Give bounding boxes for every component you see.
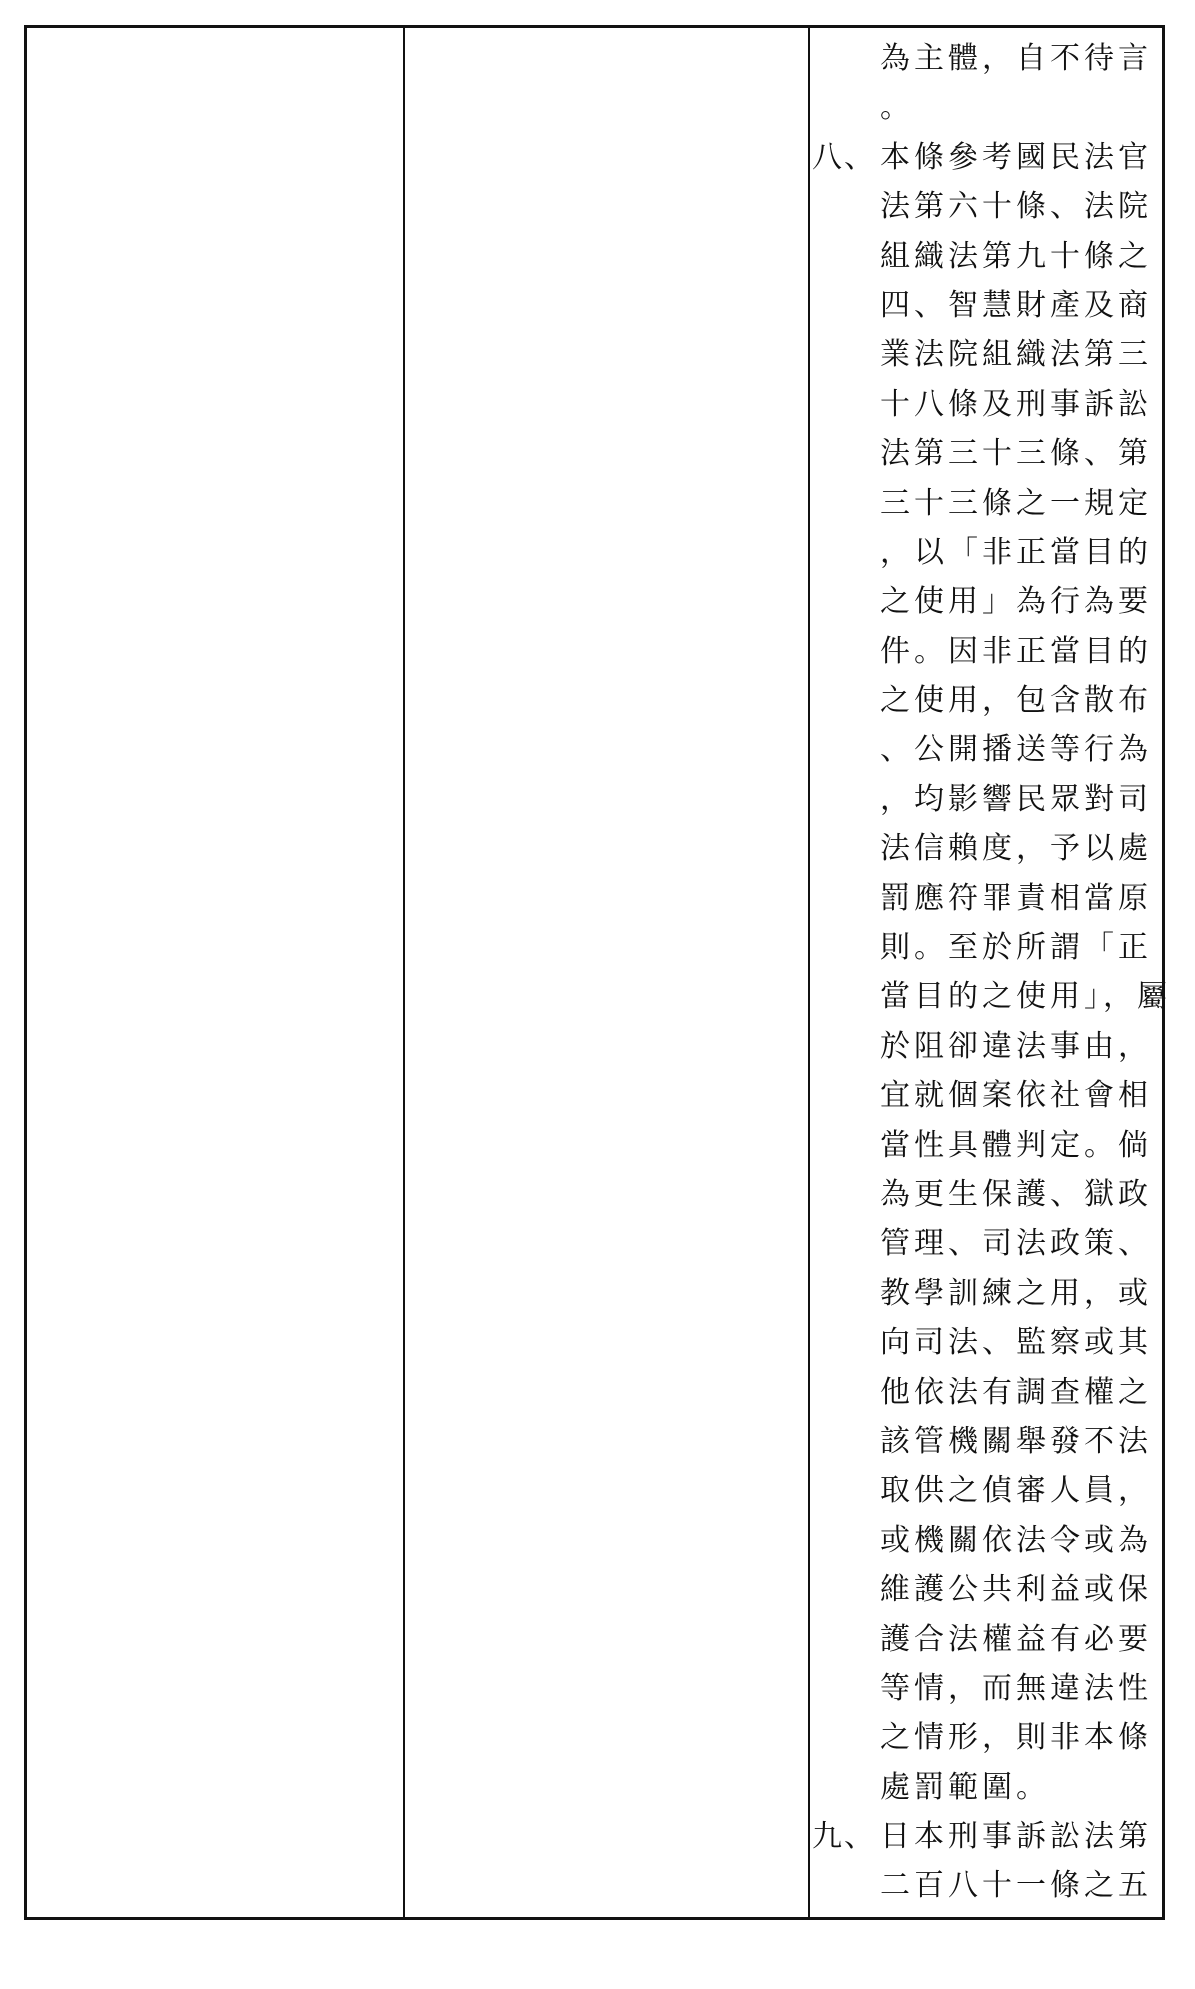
text-line: 二百八十一條之五 [880,1868,1152,1904]
text-line: 、公開播送等行為 [880,732,1152,768]
text-line: 十八條及刑事訴訟 [880,386,1152,422]
text-line: 之使用」為行為要 [880,584,1152,620]
explanation-text [810,34,1171,1911]
table-column-current-text [405,28,810,1917]
text-line: 當目的之使用」，屬 [880,979,1171,1015]
table-column-explanation [810,28,1171,1917]
text-line: 維護公共利益或保 [880,1572,1152,1608]
text-line: 三十三條之一規定 [880,485,1152,521]
item-number: 八、 [812,139,876,175]
text-line: 向司法、監察或其 [880,1325,1152,1361]
text-line: 取供之偵審人員， [880,1473,1152,1509]
text-line: 教學訓練之用，或 [880,1275,1152,1311]
text-line: ，均影響民眾對司 [880,781,1152,817]
text-line [810,133,1162,182]
text-line: 當性具體判定。倘 [880,1127,1152,1163]
text-line: 他依法有調查權之 [880,1374,1152,1410]
text-line: 為更生保護、獄政 [880,1176,1152,1212]
text-line: 或機關依法令或為 [880,1522,1152,1558]
text-line: 四、智慧財產及商 [880,287,1152,323]
text-line: 法第六十條、法院 [880,189,1152,225]
text-line: 該管機關舉發不法 [880,1423,1152,1459]
text-line: ，以「非正當目的 [880,534,1152,570]
text-line: 管理、司法政策、 [880,1226,1152,1262]
text-line: 於阻卻違法事由， [880,1028,1152,1064]
text-line: 業法院組織法第三 [880,337,1152,373]
text-line: 護合法權益有必要 [880,1621,1152,1657]
table-column-amended-text [27,28,405,1917]
text-line: 之情形，則非本條 [880,1720,1152,1756]
item-text: 日本刑事訴訟法第 [880,1819,1152,1855]
item-number: 九、 [812,1819,876,1855]
text-line: 處罰範圍。 [880,1769,1050,1805]
text-line [810,1812,1162,1861]
comparison-table [24,25,1171,1920]
text-line: 法第三十三條、第 [880,436,1152,472]
text-line: 。 [880,90,914,126]
text-line: 為主體，自不待言 [880,41,1152,76]
text-line: 宜就個案依社會相 [880,1078,1152,1114]
text-line: 罰應符罪責相當原 [880,880,1152,916]
text-line: 組織法第九十條之 [880,238,1152,274]
text-line: 等情，而無違法性 [880,1670,1152,1706]
text-line: 之使用，包含散布 [880,683,1152,719]
text-line: 件。因非正當目的 [880,633,1152,669]
text-line: 則。至於所謂「正 [880,930,1152,966]
text-line: 法信賴度，予以處 [880,831,1152,867]
item-text: 本條參考國民法官 [880,139,1152,175]
